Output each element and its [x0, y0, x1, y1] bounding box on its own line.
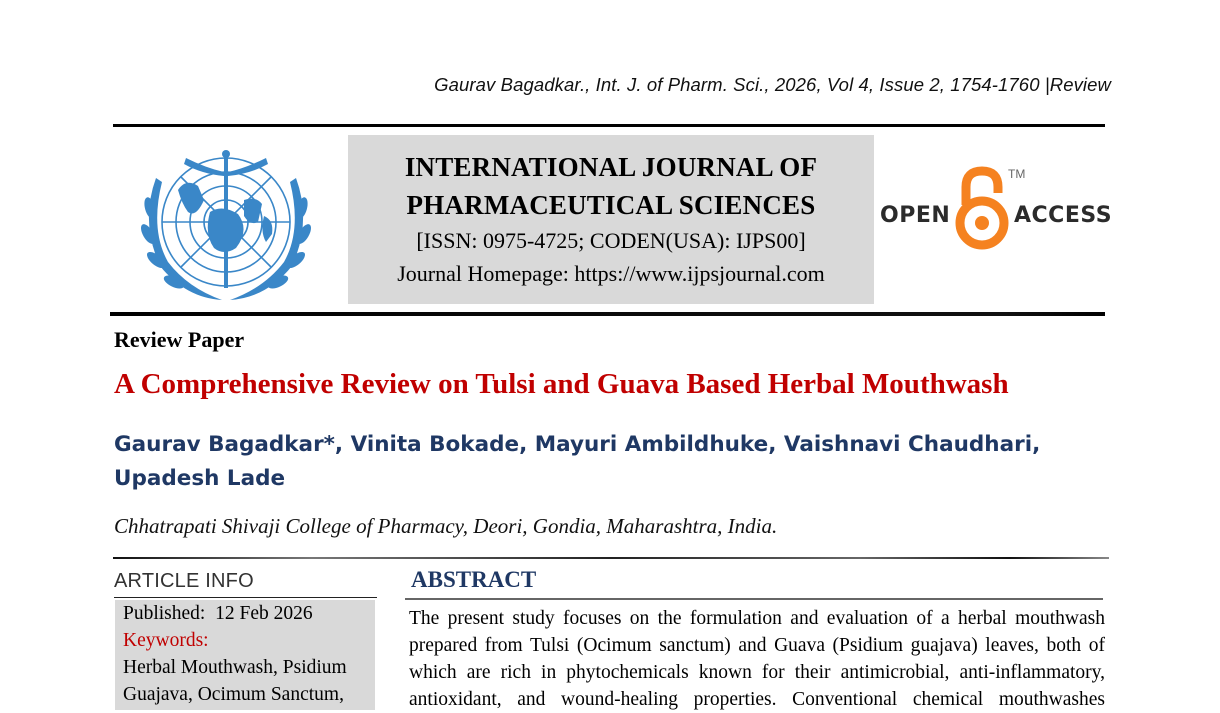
abstract-line: The present study focuses on the formulation and evaluation of a herbal mouthwash	[409, 608, 1105, 629]
keywords-label: Keywords:	[123, 630, 209, 651]
journal-emblem-logo	[126, 138, 326, 306]
author-affiliation: Chhatrapati Shivaji College of Pharmacy, Deori, Gondia, Maharashtra, India.	[114, 514, 778, 538]
open-word: OPEN	[880, 203, 951, 228]
keywords-line-1: Herbal Mouthwash, Psidium	[123, 657, 347, 678]
abstract-heading: ABSTRACT	[411, 567, 537, 592]
abstract-body	[409, 605, 1105, 713]
abstract-line: antioxidant, and wound-healing properties. Conventional chemical mouthwashes	[409, 689, 1105, 710]
abstract-line: which are rich in phytochemicals known for their antimicrobial, anti-inflammatory,	[409, 662, 1105, 683]
masthead-top-rule	[113, 124, 1105, 127]
article-type-label: Review Paper	[114, 327, 245, 352]
journal-title-line2: PHARMACEUTICAL SCIENCES	[406, 190, 816, 220]
open-access-logo	[880, 165, 1113, 253]
un-emblem-icon	[126, 138, 326, 306]
journal-issn: [ISSN: 0975-4725; CODEN(USA): IJPS00]	[416, 228, 806, 253]
author-line-2: Upadesh Lade	[114, 466, 286, 491]
masthead-bottom-rule	[110, 312, 1105, 316]
journal-title-line1: INTERNATIONAL JOURNAL OF	[404, 152, 818, 182]
journal-title	[348, 148, 874, 224]
published-line	[123, 600, 375, 627]
author-list	[114, 428, 1074, 496]
trademark-mark: TM	[1008, 167, 1026, 181]
article-info-rule	[114, 597, 377, 598]
keywords-line-2: Guajava, Ocimum Sanctum,	[123, 684, 344, 705]
author-line-1: Gaurav Bagadkar*, Vinita Bokade, Mayuri Ambildhuke, Vaishnavi Chaudhari,	[114, 432, 1041, 457]
article-title: A Comprehensive Review on Tulsi and Guava Based Herbal Mouthwash	[114, 368, 1009, 400]
open-padlock-icon	[954, 165, 1010, 251]
journal-homepage: Journal Homepage: https://www.ijpsjournal.com	[397, 261, 825, 286]
published-date: 12 Feb 2026	[215, 603, 313, 624]
article-info-heading: ARTICLE INFO	[114, 570, 254, 592]
section-divider	[113, 557, 1109, 559]
abstract-rule	[405, 598, 1103, 600]
published-label: Published:	[123, 603, 206, 624]
access-word: ACCESS	[1014, 203, 1113, 228]
article-info-box	[115, 600, 375, 710]
abstract-line: prepared from Tulsi (Ocimum sanctum) and Guava (Psidium guajava) leaves, both of	[409, 635, 1105, 656]
running-head-citation: Gaurav Bagadkar., Int. J. of Pharm. Sci., 2026, Vol 4, Issue 2, 1754-1760 |Review	[434, 74, 1111, 95]
journal-masthead-box	[348, 135, 874, 304]
